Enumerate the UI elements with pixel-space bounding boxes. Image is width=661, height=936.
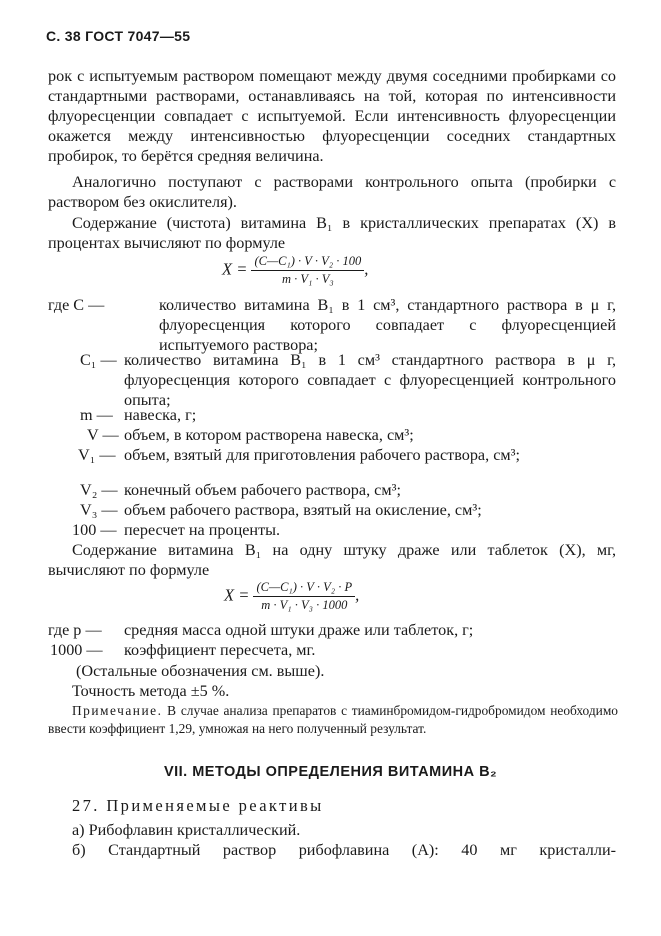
def-V-symbol: V — bbox=[87, 426, 119, 444]
note-text: В случае анализа препаратов с тиаминбромидом-гидробромидом необходимо ввести коэффициент 1,29, умножая на него полученный результат. bbox=[48, 703, 618, 736]
paragraph-control-experiment: Аналогично поступают с растворами контрольного опыта (пробирки с раствором без окислителя). bbox=[48, 173, 616, 211]
def-1000-text: коэффициент пересчета, мг. bbox=[124, 641, 316, 659]
method-accuracy: Точность метода ±5 %. bbox=[72, 682, 230, 700]
def-100-text: пересчет на проценты. bbox=[124, 521, 281, 539]
def-p-symbol: где p — bbox=[48, 621, 102, 639]
formula-1 bbox=[222, 254, 368, 287]
formula-2-tail: , bbox=[355, 585, 360, 605]
def-V3-text: объем рабочего раствора, взятый на окисление, см³; bbox=[124, 501, 482, 519]
def-V1-symbol: V₁ — bbox=[78, 446, 116, 464]
def-1000-symbol: 1000 — bbox=[50, 641, 103, 659]
def-C-text: количество витамина B₁ в 1 см³, стандартного раствора в μ г, флуоресценция которого совпадает с флуоресценцией испытуемого раствора; bbox=[159, 296, 616, 354]
def-V-text: объем, в котором растворена навеска, см³; bbox=[124, 426, 414, 444]
def-p-text: средняя масса одной штуки драже или таблеток, г; bbox=[124, 621, 474, 639]
def-V1-text: объем, взятый для приготовления рабочего раствора, см³; bbox=[124, 446, 520, 464]
note-label: Примечание. bbox=[72, 703, 163, 718]
formula-1-tail: , bbox=[364, 259, 369, 279]
def-V3-symbol: V₃ — bbox=[80, 501, 118, 519]
formula-2-numerator: (C—C₁) · V · V₂ · P bbox=[253, 580, 355, 597]
paragraph-formula-intro-2: Содержание витамина B₁ на одну штуку драже или таблеток (X), мг, вычисляют по формуле bbox=[48, 541, 616, 579]
formula-2-denominator: m · V₁ · V₃ · 1000 bbox=[261, 598, 348, 612]
paragraph-formula-intro-1: Содержание (чистота) витамина B₁ в кристаллических препаратах (X) в процентах вычисляют по формуле bbox=[48, 214, 616, 252]
def-m-text: навеска, г; bbox=[124, 406, 197, 424]
item-27-heading: 27. Применяемые реактивы bbox=[72, 796, 324, 815]
def-C1-text: количество витамина B₁ в 1 см³ стандартного раствора в μ г, флуоресценция которого совпадает с флуоресценцией контрольного опыта; bbox=[124, 351, 616, 409]
item-a: а) Рибофлавин кристаллический. bbox=[72, 821, 301, 839]
formula-2 bbox=[224, 580, 359, 613]
def-C1-symbol: C₁ — bbox=[80, 351, 117, 369]
item-b: б) Стандартный раствор рибофлавина (A): 40 мг кристалли- bbox=[72, 841, 616, 859]
page-header: С. 38 ГОСТ 7047—55 bbox=[46, 28, 191, 44]
formula-1-lhs: X = bbox=[222, 259, 248, 279]
formula-2-lhs: X = bbox=[224, 585, 250, 605]
def-V2-text: конечный объем рабочего раствора, см³; bbox=[124, 481, 401, 499]
formula-1-denominator: m · V₁ · V₃ bbox=[281, 272, 334, 286]
other-notations: (Остальные обозначения см. выше). bbox=[76, 662, 325, 680]
formula-2-fraction bbox=[253, 580, 355, 613]
def-C-symbol: где C — bbox=[48, 296, 105, 314]
paragraph-continuation: рок с испытуемым раствором помещают между двумя соседними пробирками со стандартными растворами, останавливаясь на той, которая по интенсивности флуоресценции совпадает с испытуемой. Если интенсивность флуоресценции окажется между интенсивностью флуоресценции соседних стандартных пробирок, то берётся средняя величина. bbox=[48, 67, 616, 165]
def-m-symbol: m — bbox=[80, 406, 113, 424]
section-title: VII. МЕТОДЫ ОПРЕДЕЛЕНИЯ ВИТАМИНА B₂ bbox=[163, 764, 498, 780]
formula-1-fraction bbox=[251, 254, 364, 287]
def-100-symbol: 100 — bbox=[72, 521, 117, 539]
def-V2-symbol: V₂ — bbox=[80, 481, 118, 499]
note-block bbox=[48, 702, 618, 738]
formula-1-numerator: (C—C₁) · V · V₂ · 100 bbox=[251, 254, 364, 271]
